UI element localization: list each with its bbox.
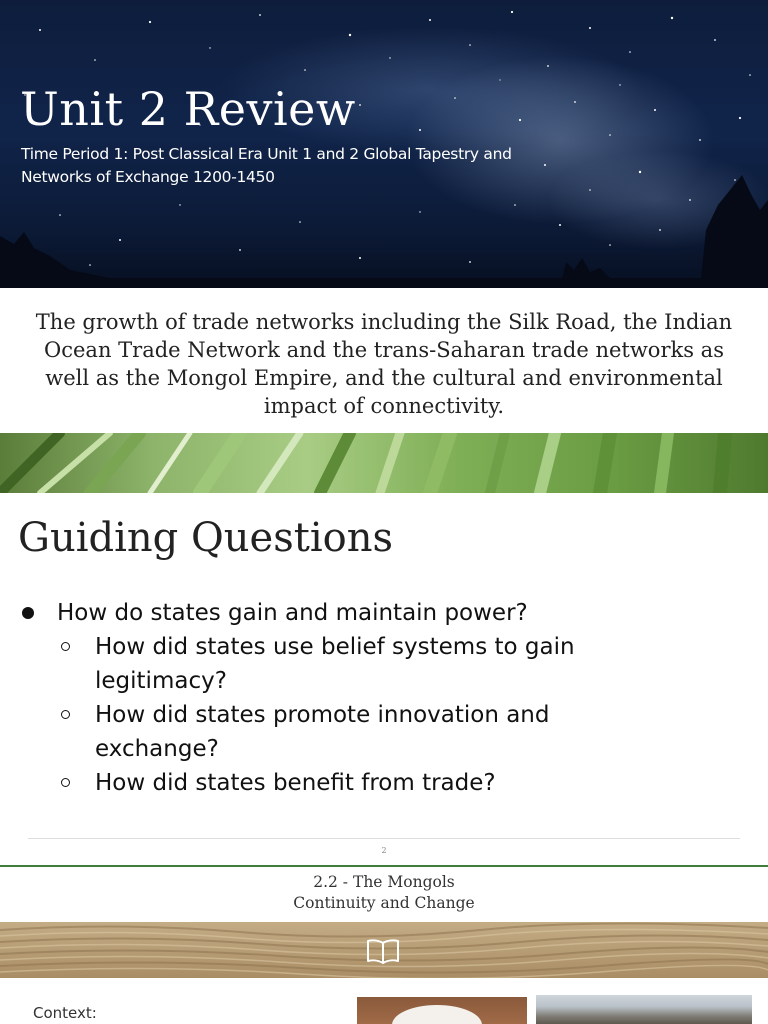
hollow-bullet-icon: [61, 710, 70, 719]
hero-banner: [0, 0, 768, 288]
section-title: 2.2 - The Mongols: [313, 873, 455, 891]
guiding-questions-heading: Guiding Questions: [18, 515, 393, 561]
context-label: Context:: [33, 1004, 97, 1022]
leaf-banner-image: [0, 433, 768, 493]
intro-section: [0, 288, 768, 433]
page-title: Unit 2 Review: [20, 82, 356, 136]
list-item: [0, 698, 595, 766]
book-icon: [366, 937, 400, 965]
section-heading: [0, 872, 768, 914]
context-photo-cup: [357, 997, 527, 1024]
question-text: How did states use belief systems to gain legitimacy?: [95, 634, 575, 694]
leaf-stripes: [0, 433, 768, 493]
page-divider: [28, 838, 740, 839]
list-item: [0, 630, 595, 698]
section-subtitle: Continuity and Change: [293, 894, 475, 912]
context-photo-landscape: [536, 995, 752, 1024]
page-subtitle: [21, 143, 521, 189]
list-item: [0, 766, 595, 800]
hollow-bullet-icon: [61, 778, 70, 787]
hollow-bullet-icon: [61, 642, 70, 651]
cup-shape: [392, 1005, 482, 1024]
guiding-questions-list: [0, 596, 768, 800]
list-item: [0, 596, 617, 630]
subtitle-line-1: Time Period 1: Post Classical Era Unit 1 and 2 Global Tapestry and: [21, 145, 512, 163]
question-text: How did states promote innovation and exchange?: [95, 702, 550, 762]
subtitle-line-2: Networks of Exchange 1200-1450: [21, 168, 275, 186]
question-text: How did states benefit from trade?: [95, 770, 496, 796]
question-text: How do states gain and maintain power?: [57, 600, 528, 626]
section-rule: [0, 865, 768, 867]
intro-text: The growth of trade networks including the Silk Road, the Indian Ocean Trade Network and the trans-Saharan trade networks as well as the Mongol Empire, and the cultural and environmental impact of connectivity.: [35, 310, 733, 418]
page-number: 2: [381, 846, 387, 855]
bullet-icon: [22, 607, 34, 619]
